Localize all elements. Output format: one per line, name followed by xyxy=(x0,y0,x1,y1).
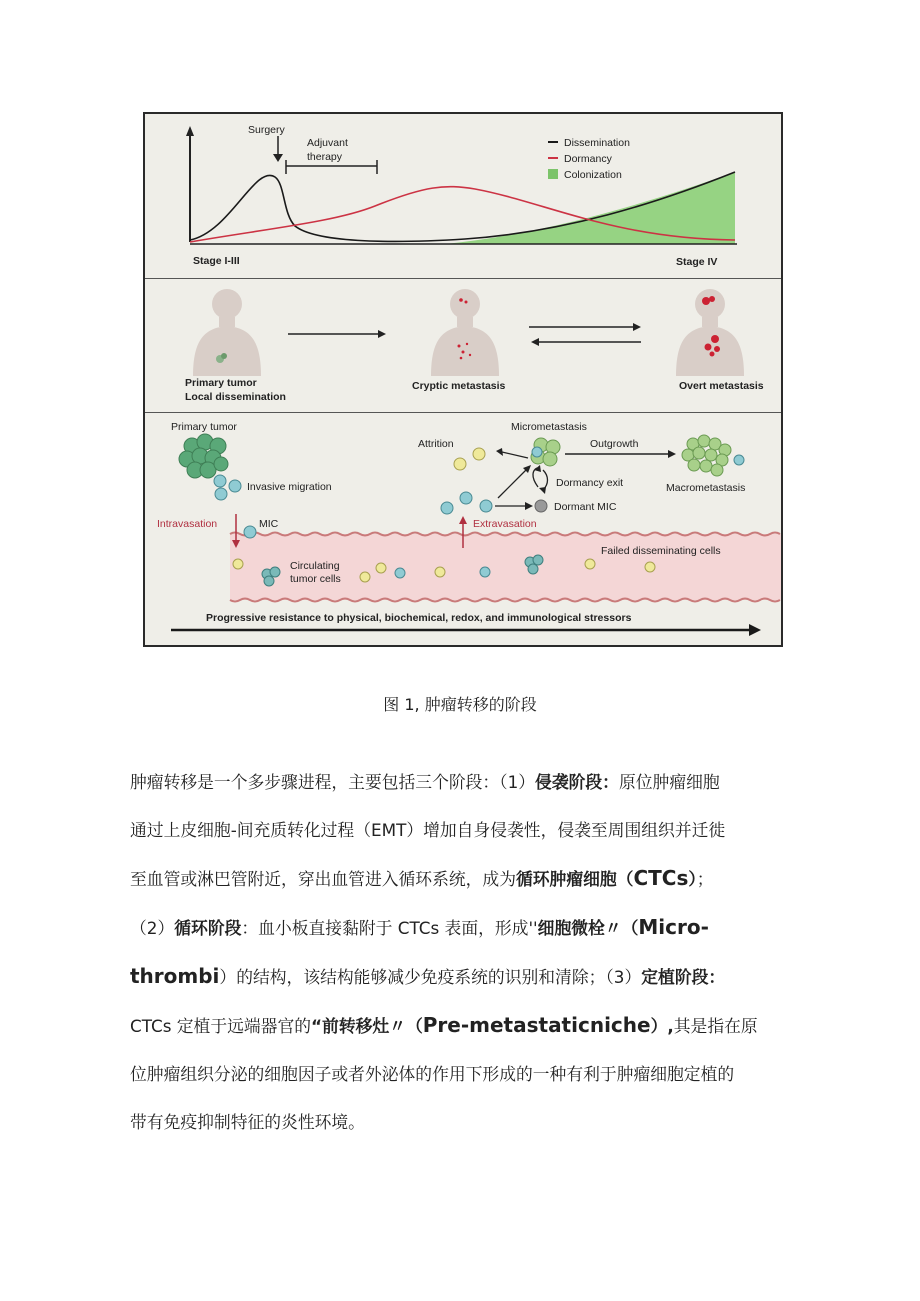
platelet-cell xyxy=(585,559,595,569)
primary-label-1: Primary tumor xyxy=(185,377,257,389)
macrometastasis-cluster xyxy=(682,435,731,476)
body-overt xyxy=(676,289,744,376)
bold-span: ） xyxy=(688,869,697,889)
legend-dormancy: Dormancy xyxy=(564,153,612,165)
bold-span: “前转移灶〃（ xyxy=(311,1016,423,1036)
text-span: 肿瘤转移是一个多步骤进程，主要包括三个阶段：（1） xyxy=(130,772,536,792)
platelet-cell xyxy=(435,567,445,577)
mic-cell xyxy=(244,526,256,538)
cryptic-label: Cryptic metastasis xyxy=(412,380,506,392)
extravasated-cell xyxy=(480,500,492,512)
extravasation-label: Extravasation xyxy=(473,518,537,530)
failed-label: Failed disseminating cells xyxy=(601,545,721,557)
stage-right-label: Stage IV xyxy=(676,256,718,268)
surgery-label: Surgery xyxy=(248,124,285,136)
legend-swatch-colonization xyxy=(548,169,558,179)
macrometastasis-cell xyxy=(734,455,744,465)
extravasated-cell xyxy=(460,492,472,504)
body-paragraph xyxy=(130,758,810,1146)
bold-span: 循环肿瘤细胞（ xyxy=(515,869,634,889)
colonization-area xyxy=(445,172,735,244)
tumor-cell xyxy=(395,568,405,578)
attrition-label: Attrition xyxy=(418,438,454,450)
text-span: 带有免疫抑制特征的炎性环境。 xyxy=(130,1112,365,1132)
tumor-cell xyxy=(480,567,490,577)
attrition-arrow xyxy=(502,452,528,458)
migrating-cell xyxy=(215,488,227,500)
text-span: ； xyxy=(696,869,714,889)
text-span: 至血管或淋巴管附近，穿出血管进入循环系统，成为 xyxy=(130,869,516,889)
text-span: （2） xyxy=(130,918,175,938)
line-1 xyxy=(130,758,810,806)
bold-span: 定植阶段： xyxy=(641,967,726,987)
intravasation-label: Intravasation xyxy=(157,518,218,530)
macrometastasis-label: Macrometastasis xyxy=(666,482,746,494)
figure-metastasis-stages xyxy=(143,112,783,647)
platelet-cell xyxy=(376,563,386,573)
attrition-cell xyxy=(454,448,485,470)
platelet-cell xyxy=(645,562,655,572)
text-span: CTCs 定植于远端器官的 xyxy=(130,1016,312,1036)
dormant-mic-label: Dormant MIC xyxy=(554,501,617,513)
adjuvant-label-2: therapy xyxy=(307,151,343,163)
primary-label-2: Local dissemination xyxy=(185,391,286,403)
bold-span: Pre-metastaticniche xyxy=(422,1013,651,1037)
text-span: 原位肿瘤细胞 xyxy=(618,772,720,792)
mic-label: MIC xyxy=(259,518,279,530)
platelet-cell xyxy=(233,559,243,569)
invasive-label: Invasive migration xyxy=(247,481,332,493)
bold-span: 细胞微栓〃（ xyxy=(537,918,639,938)
platelet-cell xyxy=(360,572,370,582)
line-2 xyxy=(130,806,810,854)
line-4 xyxy=(130,903,810,952)
migrating-cell xyxy=(214,475,226,487)
micrometastasis-label: Micrometastasis xyxy=(511,421,587,433)
line-3 xyxy=(130,854,810,903)
text-span: 通过上皮细胞-间充质转化过程（EMT）增加自身侵袭性，侵袭至周围组织并迁徙 xyxy=(130,820,726,840)
progressive-label: Progressive resistance to physical, biochemical, redox, and immunological stressors xyxy=(206,612,632,624)
overt-label: Overt metastasis xyxy=(679,380,764,392)
body-primary xyxy=(193,289,261,376)
text-span: 其是指在原 xyxy=(673,1016,758,1036)
ctc-label-2: tumor cells xyxy=(290,573,341,585)
legend-dissemination: Dissemination xyxy=(564,137,630,149)
bold-span: thrombi xyxy=(130,964,220,988)
figure-caption: 图 1, 肿瘤转移的阶段 xyxy=(383,695,537,714)
extravasated-cell xyxy=(441,502,453,514)
text-span: ：血小板直接黏附于 CTCs 表面，形成'' xyxy=(241,918,538,938)
dormancy-exit-label: Dormancy exit xyxy=(556,477,624,489)
legend-colonization: Colonization xyxy=(564,169,622,181)
bold-span: 循环阶段 xyxy=(174,918,242,938)
line-8 xyxy=(130,1098,810,1146)
dormant-mic-cell xyxy=(535,500,547,512)
text-span: ）的结构，该结构能够减少免疫系统的识别和清除；（3） xyxy=(219,967,642,987)
line-7 xyxy=(130,1050,810,1098)
stage-left-label: Stage I-III xyxy=(193,255,240,267)
bold-span: CTCs xyxy=(633,866,689,890)
ctc-label-1: Circulating xyxy=(290,560,340,572)
primary-tumor-cluster xyxy=(179,434,228,478)
bold-span: ）, xyxy=(650,1016,674,1036)
figure-svg xyxy=(145,114,781,645)
arrow-to-micrometastasis xyxy=(498,469,527,498)
y-axis-arrow xyxy=(186,126,194,136)
outgrowth-label: Outgrowth xyxy=(590,438,639,450)
line-5 xyxy=(130,952,810,1001)
text-span: 位肿瘤组织分泌的细胞因子或者外泌体的作用下形成的一种有利于肿瘤细胞定植的 xyxy=(130,1064,735,1084)
bold-span: Micro- xyxy=(638,915,709,939)
bold-span: 侵袭阶段： xyxy=(535,772,619,792)
primary-tumor-label: Primary tumor xyxy=(171,421,237,433)
adjuvant-label: Adjuvant xyxy=(307,137,348,149)
line-6 xyxy=(130,1001,810,1050)
migrating-cell xyxy=(229,480,241,492)
